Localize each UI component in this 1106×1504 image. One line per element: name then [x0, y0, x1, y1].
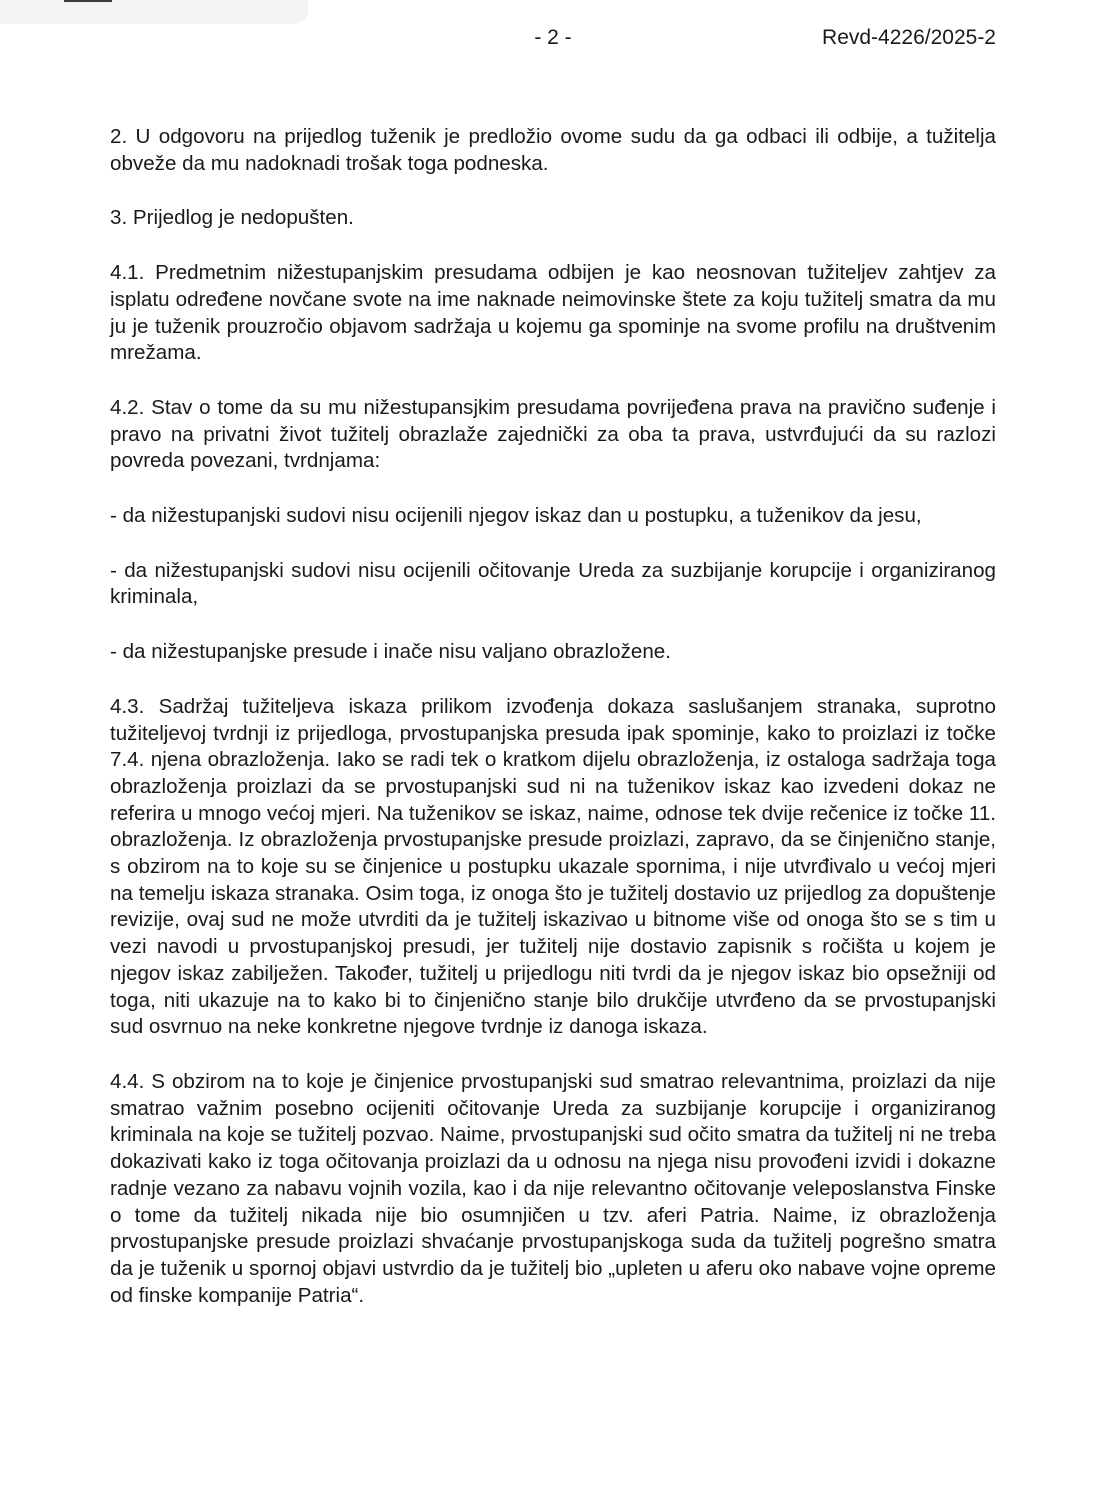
list-item-claim-3: - da nižestupanjske presude i inače nisu valjano obrazložene. — [110, 640, 671, 664]
paragraph-4-3: 4.3. Sadržaj tužiteljeva iskaza prilikom izvođenja dokaza saslušanjem stranaka, suprotno tužiteljevoj tvrdnji iz prijedloga, prvostupanjska presuda ipak spominje, kako to proizlazi iz točke 7.4. njena obrazloženja. Iako se radi tek o kratkom dijelu obrazloženja, iz ostaloga sadržaja toga obrazloženja proizlazi da se prvostupanjski sud ni na tuženikov iskaz kao izvedeni dokaz ne referira u mnogo većoj mjeri. Na tuženikov se iskaz, naime, odnose tek dvije rečenice iz točke 11. obrazloženja. Iz obrazloženja prvostupanjske presude proizlazi, zapravo, da se činjenično stanje, s obzirom na to koje su se činjenice u postupku ukazale spornima, i nije utvrđivalo u većoj mjeri na temelju iskaza stranaka. Osim toga, iz onoga što je tužitelj dostavio uz prijedlog za dopuštenje revizije, ovaj sud ne može utvrditi da je tužitelj iskazivao u bitnome više od onoga što se s tim u vezi navodi u prvostupanjskoj presudi, jer tužitelj nije dostavio zapisnik s ročišta u kojem je njegov iskaz zabilježen. Također, tužitelj u prijedlogu niti tvrdi da je njegov iskaz bio opsežniji od toga, niti ukazuje na to kako bi to činjenično stanje bilo drukčije utvrđeno da se prvostupanjski sud osvrnuo na neke konkretne njegove tvrdnje iz danoga iskaza. — [110, 694, 996, 1039]
paragraph-4-1: 4.1. Predmetnim nižestupanjskim presudama odbijen je kao neosnovan tužiteljev zahtjev za isplatu određene novčane svote na ime naknade neimovinske štete za koju tužitelj smatra da mu ju je tuženik prouzročio objavom sadržaja u kojemu ga spominje na svome profilu na društvenim mrežama. — [110, 261, 996, 365]
top-bar-indicator — [64, 0, 112, 2]
paragraph-2: 2. U odgovoru na prijedlog tuženik je predložio ovome sudu da ga odbaci ili odbije, a tužitelja obveže da mu nadoknadi trošak toga podneska. — [110, 125, 996, 175]
paragraph-4-4: 4.4. S obzirom na to koje je činjenice prvostupanjski sud smatrao relevantnima, proizlazi da nije smatrao važnim posebno ocijeniti očitovanje Ureda za suzbijanje korupcije i organiziranog kriminala na koje se tužitelj pozvao. Naime, prvostupanjski sud očito smatra da tužitelj ni ne treba dokazivati kako iz toga očitovanja proizlazi da u odnosu na njega nisu provođeni izvidi i dokazne radnje vezano za nabavu vojnih vozila, kao i da nije relevantno očitovanje veleposlanstva Finske o tome da tužitelj nikada nije bio osumnjičen u tzv. aferi Patria. Naime, iz obrazloženja prvostupanjske presude proizlazi shvaćanje prvostupanjskoga suda da tužitelj pogrešno smatra da je tuženik u spornoj objavi ustvrdio da je tužitelj bio „upleten u aferu oko nabave vojne opreme od finske kompanije Patria“. — [110, 1069, 996, 1307]
case-reference: Revd-4226/2025-2 — [822, 26, 996, 49]
page-number: - 2 - — [534, 26, 572, 49]
document-body — [110, 124, 996, 1309]
list-item-claim-1: - da nižestupanjski sudovi nisu ocijenili njegov iskaz dan u postupku, a tuženikov da jesu, — [110, 504, 922, 528]
paragraph-3: 3. Prijedlog je nedopušten. — [110, 206, 354, 230]
top-bar-remnant — [0, 0, 308, 24]
paragraph-4-2: 4.2. Stav o tome da su mu nižestupansjkim presudama povrijeđena prava na pravično suđenje i pravo na privatni život tužitelj obrazlaže zajednički za oba ta prava, ustvrđujući da su razlozi povreda povezani, tvrdnjama: — [110, 395, 996, 473]
list-item-claim-2: - da nižestupanjski sudovi nisu ocijenili očitovanje Ureda za suzbijanje korupcije i organiziranog kriminala, — [110, 558, 996, 609]
